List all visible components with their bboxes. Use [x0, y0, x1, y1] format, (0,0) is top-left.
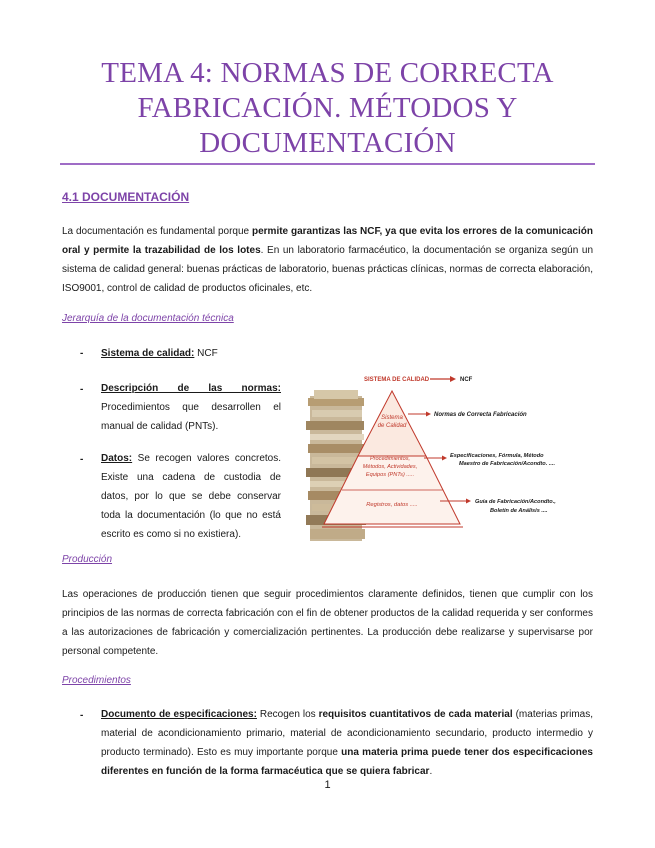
- production-paragraph: Las operaciones de producción tienen que seguir procedimientos claramente definidos, tienen que cumplir con los principios de las normas de correcta fabricación con el fin de obtener productos de la calidad requerida y ser conformes a las autorizaciones de fabricación y comercialización pertinentes. La producción debe realizarse y supervisarse por personal competente.: [62, 589, 593, 657]
- list-item-text: Procedimientos que desarrollen el manual de calidad (PNTs).: [101, 402, 281, 432]
- subheading-hierarchy: Jerarquía de la documentación técnica: [62, 313, 234, 324]
- list-item: Datos: Se recogen valores concretos. Existe una cadena de custodia de datos, por lo que se debe conservar toda la documentación (lo que no está escrito es como si no existiera).: [101, 453, 281, 540]
- level-3-description: Boletín de Análisis ....: [490, 508, 548, 514]
- bullet-dash: -: [80, 454, 84, 465]
- level-2-description: Especificaciones, Fórmula, Método: [450, 453, 544, 459]
- title-divider: [60, 163, 595, 165]
- page-title: [60, 56, 595, 161]
- arrow-icon: [450, 376, 456, 382]
- bullet-dash: -: [80, 710, 84, 721]
- level-1-description: Normas de Correcta Fabricación: [434, 412, 527, 418]
- list-item: Documento de especificaciones: Recogen los requisitos cuantitativos de cada material (materias primas, material de acondicionamiento primario, material de acondicionamiento secundario, producto intermedio y producto terminado). Esto es muy importante porque una materia prima puede tener dos especificaciones diferentes en función de la forma farmacéutica que se quiera fabricar.: [101, 709, 594, 777]
- list-item: Descripción de las normas:: [101, 383, 281, 394]
- list-item: Sistema de calidad: NCF: [101, 348, 218, 359]
- documentation-pyramid-figure: [300, 366, 600, 544]
- title-line-1: TEMA 4: NORMAS DE CORRECTA: [101, 57, 554, 89]
- pyramid-level-3-label: Registros, datos .....: [366, 502, 418, 508]
- arrow-icon: [442, 456, 447, 461]
- page-number: 1: [324, 779, 331, 791]
- subheading-production: Producción: [62, 554, 113, 565]
- pyramid-level-2-label: Métodos, Actividades,: [362, 464, 418, 470]
- title-line-2: FABRICACIÓN. MÉTODOS Y: [137, 92, 518, 124]
- bullet-dash: -: [80, 384, 84, 395]
- bullet-dash: -: [80, 348, 84, 359]
- arrow-icon: [466, 499, 471, 504]
- level-2-description: Maestro de Fabricación/Acondto. ....: [459, 461, 556, 467]
- level-3-description: Guía de Fabricación/Acondto.,: [475, 499, 556, 505]
- pyramid-level-2-label: Equipos (PNTs) .....: [365, 472, 415, 478]
- title-line-3: DOCUMENTACIÓN: [199, 127, 456, 159]
- pyramid-level-2-label: Procedimientos,: [369, 456, 411, 462]
- pyramid-level-1-label: de Calidad: [377, 423, 407, 429]
- section-heading: 4.1 DOCUMENTACIÓN: [62, 190, 190, 204]
- intro-paragraph: La documentación es fundamental porque permite garantizas las NCF, ya que evita los errores de la comunicación oral y permite la trazabilidad de los lotes. En un laboratorio farmacéutico, la documentación se organiza según un sistema de calidad general: buenas prácticas de laboratorio, buenas prácticas clínicas, normas de correcta elaboración, ISO9001, control de calidad de productos oficinales, etc.: [62, 226, 593, 294]
- figure-top-label: SISTEMA DE CALIDAD: [364, 377, 430, 383]
- pyramid-level-1-label: Sistema: [381, 415, 403, 421]
- subheading-procedures: Procedimientos: [62, 675, 131, 686]
- figure-top-target: NCF: [460, 377, 473, 383]
- arrow-icon: [426, 412, 431, 417]
